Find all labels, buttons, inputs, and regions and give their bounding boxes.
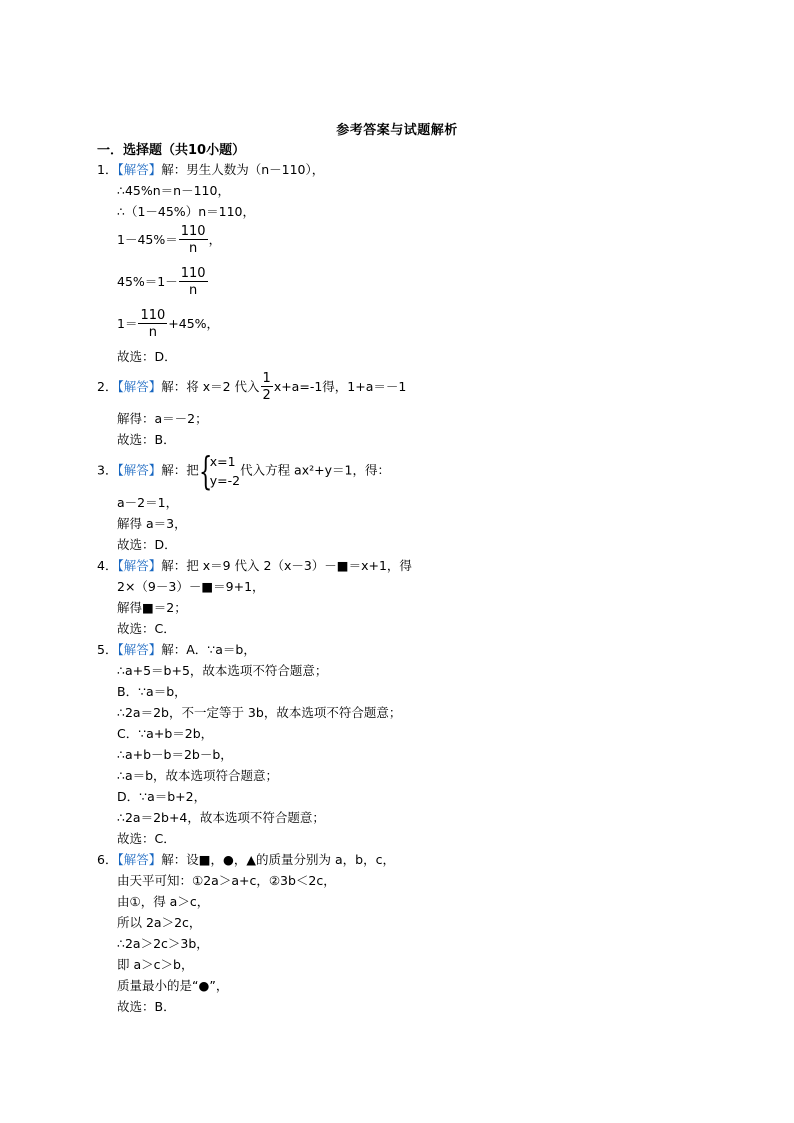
q3-eq-2: y=-2 (209, 473, 241, 488)
q2-fraction (261, 371, 273, 404)
q6-line-5: ∴2a＞2c＞3b， (117, 936, 209, 951)
q2-head (97, 371, 406, 404)
q1-fraction-3 (138, 308, 167, 341)
q2-line-2: 解得：a＝－2； (117, 411, 208, 426)
q1-f1-numerator: 110 (180, 224, 206, 239)
q3-head-text-a: 解：把 (161, 462, 199, 478)
q3-equation-system (198, 449, 241, 493)
q1-fraction-1 (179, 224, 208, 257)
q6-answer-tag: 【解答】 (117, 852, 162, 867)
q1-line-5 (117, 266, 209, 299)
q4-line-4: 故选：C． (117, 621, 176, 636)
q2-number: 2． (97, 379, 118, 394)
q6-line-4: 所以 2a＞2c， (117, 915, 202, 930)
q5-line-8: D．∵a＝b+2， (117, 789, 207, 804)
q5-line-5: C．∵a+b＝2b， (117, 726, 214, 741)
q1-fraction-2 (179, 266, 208, 299)
q1-line-6-end: +45%， (168, 316, 220, 331)
q1-f3-denominator: n (148, 325, 157, 340)
q5-line-7: ∴a＝b，故本选项符合题意； (117, 768, 279, 783)
q3-number: 3． (97, 462, 118, 478)
q1-line-5-text: 45%＝1－ (117, 274, 178, 289)
q1-f3-numerator: 110 (140, 308, 166, 323)
q1-head-text: 解：男生人数为（n－110）， (161, 162, 325, 177)
q1-f1-denominator: n (189, 241, 198, 256)
q1-line-4-text: 1－45%＝ (117, 232, 178, 247)
q4-number: 4． (97, 558, 118, 573)
q3-line-4: 故选：D． (117, 537, 177, 552)
q5-line-3: B．∵a＝b， (117, 684, 187, 699)
page-title: 参考答案与试题解析 (336, 123, 458, 138)
q3-line-3: 解得 a＝3， (117, 516, 187, 531)
q1-line-2: ∴45%n＝n－110， (117, 183, 230, 198)
q5-line-6: ∴a+b－b＝2b－b， (117, 747, 233, 762)
q1-line-6 (117, 308, 219, 341)
q3-answer-tag: 【解答】 (117, 462, 162, 478)
q5-line-9: ∴2a＝2b+4，故本选项不符合题意； (117, 810, 325, 825)
q4-head (97, 557, 412, 574)
q1-f2-numerator: 110 (180, 266, 206, 281)
q3-head (97, 449, 390, 493)
q6-line-3: 由①，得 a＞c， (117, 894, 210, 909)
q1-head (97, 161, 324, 178)
q5-line-4: ∴2a＝2b，不一定等于 3b，故本选项不符合题意； (117, 705, 402, 720)
q1-line-4-end: ， (208, 232, 222, 247)
q2-answer-tag: 【解答】 (117, 379, 162, 394)
q4-line-3: 解得■＝2； (117, 600, 187, 615)
q5-line-10: 故选：C． (117, 831, 176, 846)
q3-eq-1: x=1 (209, 454, 236, 469)
q4-line-2: 2×（9－3）－■＝9+1， (117, 579, 265, 594)
q1-line-7: 故选：D． (117, 349, 177, 364)
q1-line-6-text: 1＝ (117, 316, 138, 331)
q2-f-numerator: 1 (262, 371, 271, 386)
q3-line-2: a－2＝1， (117, 495, 179, 510)
q6-line-7: 质量最小的是“●”， (117, 978, 229, 993)
q2-head-text-b: x+a=-1得，1+a＝－1 (273, 379, 407, 394)
q6-line-2: 由天平可知：①2a＞a+c，②3b＜2c， (117, 873, 336, 888)
q1-line-4 (117, 224, 221, 257)
q6-line-6: 即 a＞c＞b， (117, 957, 194, 972)
section-heading: 一．选择题（共10小题） (97, 143, 246, 158)
q2-head-text-a: 解：将 x＝2 代入 (161, 379, 260, 394)
q2-line-3: 故选：B． (117, 432, 176, 447)
q6-number: 6． (97, 852, 118, 867)
q5-answer-tag: 【解答】 (117, 642, 162, 657)
q6-line-8: 故选：B． (117, 999, 176, 1014)
q1-line-3: ∴（1－45%）n＝110， (117, 204, 255, 219)
q6-head (97, 851, 395, 868)
q2-f-denominator: 2 (262, 388, 271, 403)
q4-head-text: 解：把 x＝9 代入 2（x－3）－■＝x+1，得 (161, 558, 412, 573)
q6-head-text: 解：设■，●，▲的质量分别为 a，b，c， (161, 852, 395, 867)
q3-brace: { (198, 449, 213, 493)
q5-head (97, 641, 256, 658)
q4-answer-tag: 【解答】 (117, 558, 162, 573)
q3-head-text-b: 代入方程 ax²+y＝1，得： (240, 462, 390, 478)
q5-head-text: 解：A．∵a＝b， (161, 642, 256, 657)
q5-number: 5． (97, 642, 118, 657)
q1-f2-denominator: n (189, 283, 198, 298)
q1-answer-tag: 【解答】 (117, 162, 162, 177)
q5-line-2: ∴a+5＝b+5，故本选项不符合题意； (117, 663, 328, 678)
q1-number: 1． (97, 162, 118, 177)
